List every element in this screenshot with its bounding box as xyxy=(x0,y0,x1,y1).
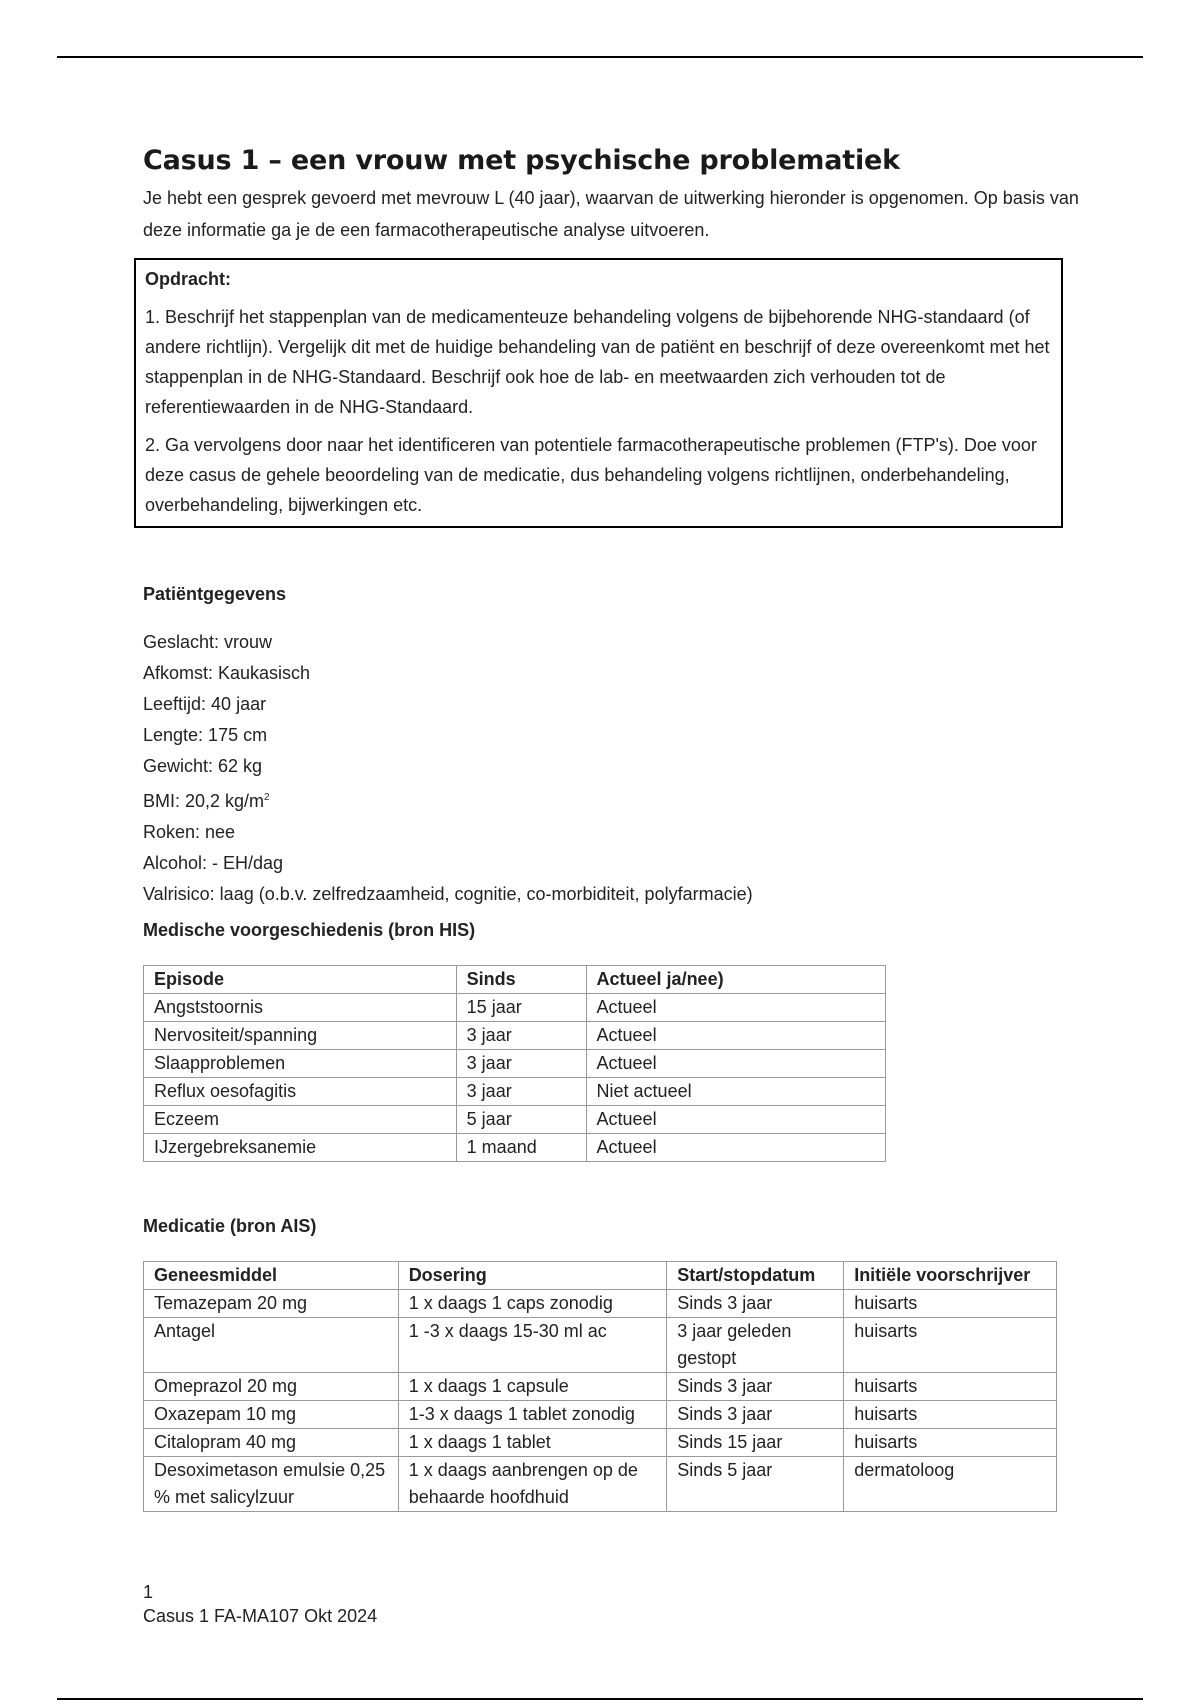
patient-smoking: Roken: nee xyxy=(143,822,236,842)
medication-dosage: 1 x daags 1 caps zonodig xyxy=(398,1290,667,1318)
patient-bmi-exponent: 2 xyxy=(264,792,270,803)
medication-prescriber: huisarts xyxy=(844,1318,1057,1373)
history-since: 3 jaar xyxy=(456,1078,586,1106)
history-current: Niet actueel xyxy=(586,1078,885,1106)
table-row xyxy=(144,1290,1057,1318)
patient-fall-risk: Valrisico: laag (o.b.v. zelfredzaamheid, cognitie, co-morbiditeit, polyfarmacie) xyxy=(143,884,753,904)
medication-drug: Citalopram 40 mg xyxy=(144,1429,399,1457)
patient-height: Lengte: 175 cm xyxy=(143,725,268,745)
medication-dosage: 1 x daags aanbrengen op de behaarde hoofdhuid xyxy=(398,1457,667,1512)
table-row xyxy=(144,994,886,1022)
table-row xyxy=(144,1022,886,1050)
medication-header-prescriber: Initiële voorschrijver xyxy=(844,1262,1057,1290)
patient-section-title: Patiëntgegevens xyxy=(143,584,287,604)
table-row xyxy=(144,1429,1057,1457)
medication-drug: Desoximetason emulsie 0,25 % met salicylzuur xyxy=(144,1457,399,1512)
medication-dosage: 1 -3 x daags 15-30 ml ac xyxy=(398,1318,667,1373)
table-row xyxy=(144,1373,1057,1401)
medication-header-dosage: Dosering xyxy=(398,1262,667,1290)
assignment-item-2: 2. Ga vervolgens door naar het identificeren van potentiele farmacotherapeutische problemen (FTP's). Doe voor deze casus de gehele beoordeling van de medicatie, dus behandeling volgens richtlijnen, onderbehandeling, overbehandeling, bijwerkingen etc. xyxy=(145,435,1037,515)
intro-text: Je hebt een gesprek gevoerd met mevrouw L (40 jaar), waarvan de uitwerking hieronder is opgenomen. Op basis van deze informatie ga je de een farmacotherapeutische analyse uitvoeren. xyxy=(143,188,1079,240)
assignment-title: Opdracht: xyxy=(145,269,232,289)
medication-header-dates: Start/stopdatum xyxy=(667,1262,844,1290)
patient-bmi xyxy=(143,782,1103,817)
history-since: 3 jaar xyxy=(456,1050,586,1078)
table-row xyxy=(144,1106,886,1134)
history-header-since: Sinds xyxy=(456,966,586,994)
medication-dates: 3 jaar geleden gestopt xyxy=(667,1318,844,1373)
top-rule xyxy=(57,56,1143,58)
history-episode: Slaapproblemen xyxy=(144,1050,457,1078)
medication-drug: Temazepam 20 mg xyxy=(144,1290,399,1318)
table-row xyxy=(144,1457,1057,1512)
history-episode: Reflux oesofagitis xyxy=(144,1078,457,1106)
table-row xyxy=(144,1318,1057,1373)
table-row xyxy=(144,1050,886,1078)
assignment-box xyxy=(134,258,1063,528)
history-episode: Angststoornis xyxy=(144,994,457,1022)
medication-header-drug: Geneesmiddel xyxy=(144,1262,399,1290)
history-section-title: Medische voorgeschiedenis (bron HIS) xyxy=(143,920,476,940)
medication-drug: Oxazepam 10 mg xyxy=(144,1401,399,1429)
medication-dosage: 1-3 x daags 1 tablet zonodig xyxy=(398,1401,667,1429)
medication-drug: Omeprazol 20 mg xyxy=(144,1373,399,1401)
history-current: Actueel xyxy=(586,1022,885,1050)
medication-prescriber: huisarts xyxy=(844,1290,1057,1318)
history-since: 5 jaar xyxy=(456,1106,586,1134)
patient-data-list xyxy=(143,627,1103,910)
page-number: 1 xyxy=(143,1582,154,1602)
medication-dates: Sinds 15 jaar xyxy=(667,1429,844,1457)
medication-dosage: 1 x daags 1 tablet xyxy=(398,1429,667,1457)
footer-doc-label: Casus 1 FA-MA107 Okt 2024 xyxy=(143,1606,378,1626)
history-current: Actueel xyxy=(586,1134,885,1162)
history-since: 1 maand xyxy=(456,1134,586,1162)
history-since: 3 jaar xyxy=(456,1022,586,1050)
medication-section-title: Medicatie (bron AIS) xyxy=(143,1216,317,1236)
history-episode: Eczeem xyxy=(144,1106,457,1134)
history-current: Actueel xyxy=(586,1106,885,1134)
assignment-item-1: 1. Beschrijf het stappenplan van de medicamenteuze behandeling volgens de bijbehorende NHG-standaard (of andere richtlijn). Vergelijk dit met de huidige behandeling van de patiënt en beschrijf of deze overeenkomt met het stappenplan in de NHG-Standaard. Beschrijf ook hoe de lab- en meetwaarden zich verhouden tot de referentiewaarden in de NHG-Standaard. xyxy=(145,307,1050,417)
table-row xyxy=(144,1401,1057,1429)
medication-prescriber: huisarts xyxy=(844,1373,1057,1401)
page-footer xyxy=(143,1580,377,1628)
patient-weight: Gewicht: 62 kg xyxy=(143,756,263,776)
history-current: Actueel xyxy=(586,1050,885,1078)
patient-sex: Geslacht: vrouw xyxy=(143,632,273,652)
medication-drug: Antagel xyxy=(144,1318,399,1373)
patient-origin: Afkomst: Kaukasisch xyxy=(143,663,311,683)
history-table xyxy=(143,965,886,1162)
page-content xyxy=(143,145,1103,1512)
medication-prescriber: dermatoloog xyxy=(844,1457,1057,1512)
page-title: Casus 1 – een vrouw met psychische problematiek xyxy=(143,145,900,176)
medication-table xyxy=(143,1261,1057,1512)
medication-header-row xyxy=(144,1262,1057,1290)
medication-dates: Sinds 3 jaar xyxy=(667,1373,844,1401)
history-header-row xyxy=(144,966,886,994)
history-current: Actueel xyxy=(586,994,885,1022)
medication-dosage: 1 x daags 1 capsule xyxy=(398,1373,667,1401)
patient-bmi-text: BMI: 20,2 kg/m xyxy=(143,791,265,811)
medication-dates: Sinds 5 jaar xyxy=(667,1457,844,1512)
table-row xyxy=(144,1078,886,1106)
patient-alcohol: Alcohol: - EH/dag xyxy=(143,853,284,873)
history-header-episode: Episode xyxy=(144,966,457,994)
history-header-current: Actueel ja/nee) xyxy=(586,966,885,994)
history-since: 15 jaar xyxy=(456,994,586,1022)
history-episode: Nervositeit/spanning xyxy=(144,1022,457,1050)
medication-dates: Sinds 3 jaar xyxy=(667,1401,844,1429)
medication-prescriber: huisarts xyxy=(844,1429,1057,1457)
history-episode: IJzergebreksanemie xyxy=(144,1134,457,1162)
patient-age: Leeftijd: 40 jaar xyxy=(143,694,267,714)
medication-prescriber: huisarts xyxy=(844,1401,1057,1429)
medication-dates: Sinds 3 jaar xyxy=(667,1290,844,1318)
table-row xyxy=(144,1134,886,1162)
